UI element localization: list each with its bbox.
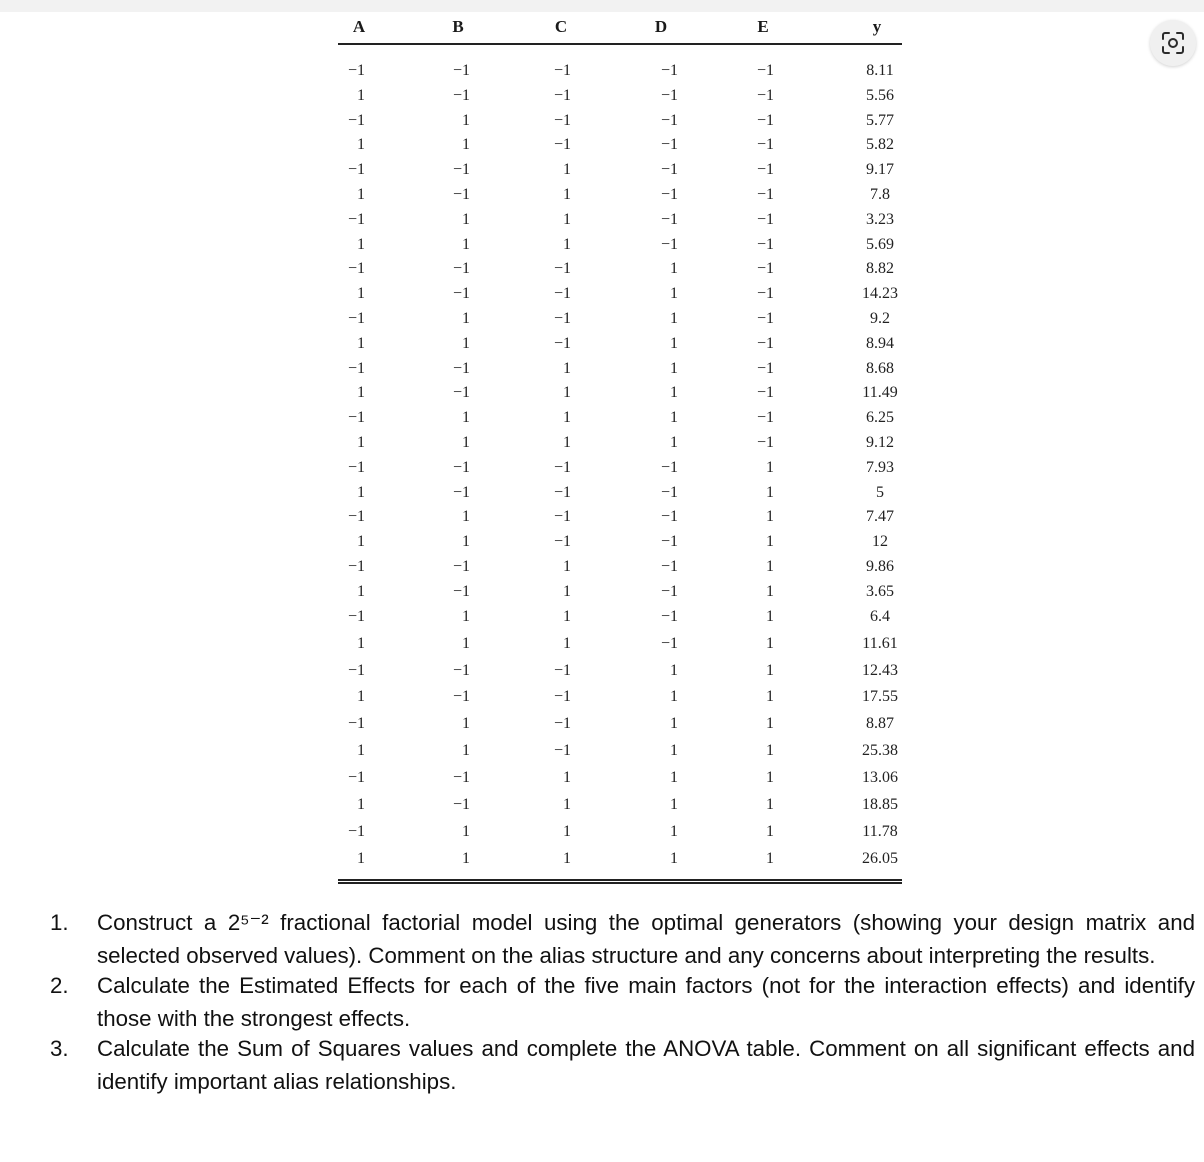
factor-level-e: −1 — [756, 384, 774, 402]
question-item — [50, 1032, 1195, 1098]
response-value: 3.23 — [866, 210, 894, 228]
response-value: 25.38 — [862, 742, 898, 760]
response-value: 9.86 — [866, 558, 894, 575]
factor-level-c: −1 — [553, 310, 571, 327]
factor-level-c: −1 — [553, 661, 571, 679]
factor-level-b: 1 — [462, 136, 470, 154]
column-header-d: D — [654, 17, 668, 36]
factor-level-b: −1 — [452, 161, 470, 179]
column-header-c: C — [554, 17, 568, 36]
factor-level-b: −1 — [452, 285, 470, 303]
factor-level-a: −1 — [347, 769, 365, 787]
response-value: 9.17 — [866, 161, 894, 179]
factor-level-a: −1 — [347, 508, 365, 526]
factor-level-e: 1 — [766, 607, 774, 625]
factor-level-c: 1 — [563, 558, 571, 575]
factor-level-d: −1 — [660, 634, 678, 652]
response-value: 9.2 — [870, 310, 890, 327]
response-value: 17.55 — [862, 688, 898, 706]
response-value: 9.12 — [866, 434, 894, 451]
screen-capture-icon — [1159, 29, 1187, 57]
factor-level-c: 1 — [563, 235, 571, 253]
factor-level-e: −1 — [756, 260, 774, 278]
factor-level-b: −1 — [452, 359, 470, 377]
factor-level-c: −1 — [553, 483, 571, 501]
factor-level-a: −1 — [347, 715, 365, 733]
factor-level-c: −1 — [553, 508, 571, 526]
factor-level-a: 1 — [357, 434, 365, 451]
factor-level-b: 1 — [462, 742, 470, 760]
response-value: 8.11 — [866, 62, 894, 79]
factor-level-a: −1 — [347, 661, 365, 679]
response-value: 7.8 — [870, 186, 890, 203]
factor-level-e: 1 — [766, 769, 774, 787]
response-value: 11.61 — [862, 634, 898, 652]
factor-level-a: −1 — [347, 260, 365, 278]
factor-level-d: 1 — [670, 850, 678, 868]
factor-level-d: −1 — [660, 161, 678, 179]
factor-level-e: −1 — [756, 409, 774, 427]
factor-level-e: 1 — [766, 688, 774, 706]
factor-level-a: −1 — [347, 111, 365, 129]
factor-level-e: −1 — [756, 235, 774, 253]
factor-level-d: 1 — [670, 769, 678, 787]
factor-level-e: 1 — [766, 796, 774, 814]
factor-level-d: 1 — [670, 334, 678, 352]
response-value: 5.56 — [866, 86, 894, 104]
factor-level-d: −1 — [660, 210, 678, 228]
response-value: 6.25 — [866, 409, 894, 427]
factor-level-b: 1 — [462, 533, 470, 551]
factor-level-a: 1 — [357, 742, 365, 760]
factor-level-c: −1 — [553, 86, 571, 104]
factor-level-e: −1 — [756, 111, 774, 129]
factor-level-b: 1 — [462, 409, 470, 427]
factor-level-d: 1 — [670, 661, 678, 679]
column-header-a: A — [352, 17, 366, 36]
factor-level-c: −1 — [553, 533, 571, 551]
factor-level-c: −1 — [553, 458, 571, 476]
factor-level-d: −1 — [660, 607, 678, 625]
factor-level-d: 1 — [670, 688, 678, 706]
response-value: 5 — [876, 483, 884, 501]
response-value: 5.77 — [866, 111, 894, 129]
factor-level-d: −1 — [660, 558, 678, 575]
factor-level-c: −1 — [553, 111, 571, 129]
factor-level-b: 1 — [462, 850, 470, 868]
factor-level-b: 1 — [462, 111, 470, 129]
factor-level-a: 1 — [357, 86, 365, 104]
factor-level-e: 1 — [766, 661, 774, 679]
factor-level-b: 1 — [462, 310, 470, 327]
factor-level-c: 1 — [563, 210, 571, 228]
factor-level-b: −1 — [452, 260, 470, 278]
factor-level-b: −1 — [452, 86, 470, 104]
factor-level-b: −1 — [452, 582, 470, 600]
factor-level-b: 1 — [462, 334, 470, 352]
response-value: 3.65 — [866, 582, 894, 600]
factor-level-d: 1 — [670, 384, 678, 402]
factor-level-b: −1 — [452, 62, 470, 79]
factor-level-c: −1 — [553, 742, 571, 760]
factor-level-a: 1 — [357, 582, 365, 600]
factor-level-b: −1 — [452, 483, 470, 501]
question-item — [50, 906, 1195, 972]
factor-level-c: 1 — [563, 161, 571, 179]
factor-level-e: −1 — [756, 86, 774, 104]
factor-level-d: −1 — [660, 62, 678, 79]
factor-level-b: 1 — [462, 634, 470, 652]
factor-level-d: 1 — [670, 310, 678, 327]
factor-level-d: 1 — [670, 434, 678, 451]
factor-level-b: −1 — [452, 458, 470, 476]
response-value: 11.49 — [862, 384, 898, 402]
factor-level-e: 1 — [766, 823, 774, 841]
factor-level-d: −1 — [660, 111, 678, 129]
factor-level-c: −1 — [553, 688, 571, 706]
response-value: 8.94 — [866, 334, 894, 352]
factor-level-d: −1 — [660, 136, 678, 154]
factor-level-c: 1 — [563, 607, 571, 625]
question-number: 2. — [50, 973, 69, 998]
factor-level-c: 1 — [563, 796, 571, 814]
factor-level-b: 1 — [462, 715, 470, 733]
factor-level-a: −1 — [347, 210, 365, 228]
response-value: 8.68 — [866, 359, 894, 377]
factor-level-d: −1 — [660, 235, 678, 253]
factor-level-a: −1 — [347, 62, 365, 79]
factor-level-d: −1 — [660, 483, 678, 501]
factor-level-e: −1 — [756, 310, 774, 327]
factor-level-e: −1 — [756, 136, 774, 154]
factor-level-b: 1 — [462, 508, 470, 526]
factor-level-c: −1 — [553, 334, 571, 352]
factor-level-e: −1 — [756, 285, 774, 303]
factor-level-c: −1 — [553, 715, 571, 733]
factor-level-a: 1 — [357, 186, 365, 203]
factor-level-e: −1 — [756, 359, 774, 377]
table-bottom-rule-double — [338, 882, 902, 884]
response-value: 7.47 — [866, 508, 894, 526]
question-text: Calculate the Estimated Effects for each of the five main factors (not for the interaction effects) and identify those with the strongest effects. — [97, 973, 1195, 1031]
factor-level-e: −1 — [756, 210, 774, 228]
factor-level-b: 1 — [462, 434, 470, 451]
factor-level-e: 1 — [766, 582, 774, 600]
question-text: Calculate the Sum of Squares values and complete the ANOVA table. Comment on all significant effects and identify important alias relationships. — [97, 1036, 1195, 1094]
factor-level-d: 1 — [670, 409, 678, 427]
factor-level-d: −1 — [660, 458, 678, 476]
factor-level-e: 1 — [766, 850, 774, 868]
factor-level-c: 1 — [563, 359, 571, 377]
factor-level-d: −1 — [660, 582, 678, 600]
factor-level-a: 1 — [357, 235, 365, 253]
factor-level-d: 1 — [670, 359, 678, 377]
factor-level-a: −1 — [347, 310, 365, 327]
column-header-y: y — [872, 17, 882, 36]
table-bottom-rule — [338, 879, 902, 881]
factor-level-c: −1 — [553, 260, 571, 278]
factor-level-e: 1 — [766, 715, 774, 733]
question-list — [50, 906, 1195, 1095]
factor-level-e: 1 — [766, 508, 774, 526]
factor-level-d: 1 — [670, 742, 678, 760]
column-header-b: B — [452, 17, 464, 36]
factor-level-a: 1 — [357, 634, 365, 652]
factor-level-c: −1 — [553, 62, 571, 79]
response-value: 7.93 — [866, 458, 894, 476]
question-text: Construct a 2⁵⁻² fractional factorial model using the optimal generators (showing your design matrix and selected observed values). Comment on the alias structure and any concerns about interpreting the results. — [97, 910, 1195, 968]
factor-level-b: −1 — [452, 186, 470, 203]
factor-level-c: −1 — [553, 136, 571, 154]
factor-level-d: 1 — [670, 285, 678, 303]
factor-level-d: −1 — [660, 508, 678, 526]
factor-level-e: 1 — [766, 458, 774, 476]
factor-level-e: 1 — [766, 742, 774, 760]
factor-level-a: −1 — [347, 359, 365, 377]
factor-level-a: −1 — [347, 558, 365, 575]
factor-level-e: 1 — [766, 634, 774, 652]
response-value: 14.23 — [862, 285, 898, 303]
response-value: 12 — [872, 533, 888, 551]
factor-level-c: 1 — [563, 634, 571, 652]
factor-level-e: −1 — [756, 186, 774, 203]
response-value: 6.4 — [870, 607, 890, 625]
factor-level-b: 1 — [462, 235, 470, 253]
factor-level-d: −1 — [660, 186, 678, 203]
response-value: 8.87 — [866, 715, 894, 733]
factor-level-b: −1 — [452, 688, 470, 706]
factor-level-a: 1 — [357, 384, 365, 402]
factor-level-d: −1 — [660, 86, 678, 104]
factor-level-c: −1 — [553, 285, 571, 303]
screen-capture-button[interactable] — [1150, 20, 1196, 66]
factor-level-a: −1 — [347, 161, 365, 179]
factor-level-c: 1 — [563, 186, 571, 203]
factor-level-d: −1 — [660, 533, 678, 551]
factor-level-a: 1 — [357, 688, 365, 706]
factor-level-b: 1 — [462, 823, 470, 841]
factor-level-a: −1 — [347, 823, 365, 841]
question-number: 3. — [50, 1036, 69, 1061]
factor-level-d: 1 — [670, 796, 678, 814]
factor-level-b: −1 — [452, 661, 470, 679]
response-value: 12.43 — [862, 661, 898, 679]
factor-level-b: 1 — [462, 607, 470, 625]
table-top-rule — [338, 43, 902, 45]
factor-level-d: 1 — [670, 715, 678, 733]
factor-level-c: 1 — [563, 850, 571, 868]
factor-level-e: −1 — [756, 334, 774, 352]
factor-level-a: −1 — [347, 458, 365, 476]
response-value: 5.82 — [866, 136, 894, 154]
question-number: 1. — [50, 910, 69, 935]
factor-level-b: −1 — [452, 769, 470, 787]
factor-level-a: 1 — [357, 796, 365, 814]
factor-level-c: 1 — [563, 582, 571, 600]
response-value: 26.05 — [862, 850, 898, 868]
factor-level-a: 1 — [357, 483, 365, 501]
factor-level-e: −1 — [756, 161, 774, 179]
factor-level-c: 1 — [563, 823, 571, 841]
response-value: 11.78 — [862, 823, 898, 841]
column-header-e: E — [757, 17, 769, 36]
factor-level-c: 1 — [563, 434, 571, 451]
response-value: 8.82 — [866, 260, 894, 278]
factor-level-a: 1 — [357, 285, 365, 303]
response-value: 18.85 — [862, 796, 898, 814]
factor-level-e: 1 — [766, 558, 774, 575]
factor-level-a: 1 — [357, 136, 365, 154]
factor-level-a: −1 — [347, 607, 365, 625]
factor-level-e: 1 — [766, 483, 774, 501]
factor-level-a: −1 — [347, 409, 365, 427]
factor-level-d: 1 — [670, 260, 678, 278]
factor-level-e: −1 — [756, 434, 774, 451]
factor-level-b: −1 — [452, 384, 470, 402]
factor-level-a: 1 — [357, 850, 365, 868]
question-item — [50, 969, 1195, 1035]
factor-level-b: −1 — [452, 796, 470, 814]
factor-level-c: 1 — [563, 769, 571, 787]
factor-level-a: 1 — [357, 334, 365, 352]
factor-level-c: 1 — [563, 409, 571, 427]
factor-level-e: −1 — [756, 62, 774, 79]
factor-level-d: 1 — [670, 823, 678, 841]
response-value: 5.69 — [866, 235, 894, 253]
response-value: 13.06 — [862, 769, 898, 787]
factor-level-b: −1 — [452, 558, 470, 575]
factor-level-e: 1 — [766, 533, 774, 551]
factor-level-b: 1 — [462, 210, 470, 228]
factor-level-c: 1 — [563, 384, 571, 402]
factor-level-a: 1 — [357, 533, 365, 551]
